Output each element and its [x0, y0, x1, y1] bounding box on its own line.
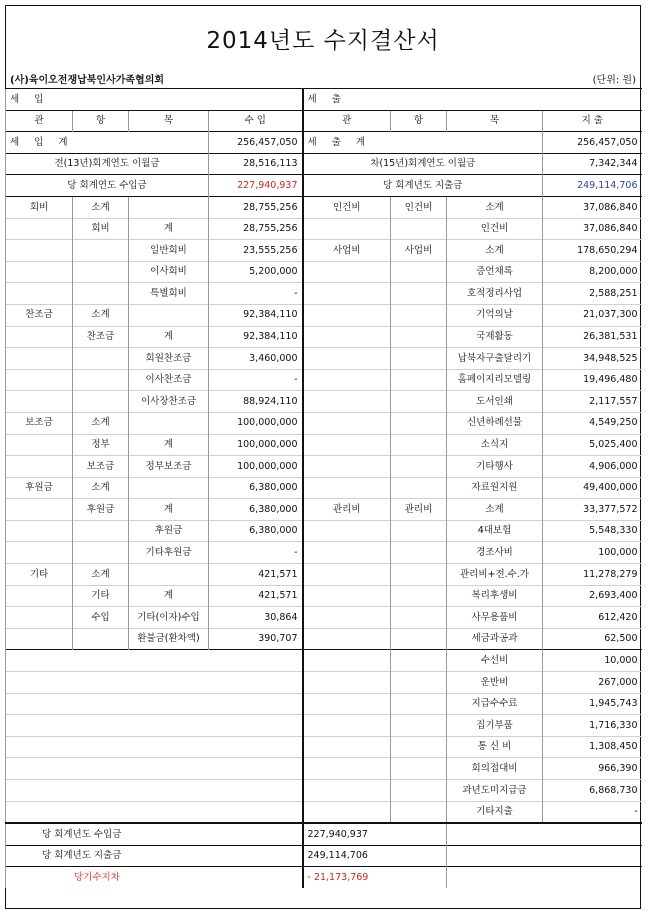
ledger-cell: 227,940,937 — [209, 175, 303, 197]
ledger-cell — [447, 823, 642, 845]
ledger-cell: 회의접대비 — [447, 758, 543, 780]
ledger-cell: 33,377,572 — [543, 499, 642, 521]
ledger-cell — [391, 304, 447, 326]
ledger-cell: 후원금 — [129, 520, 209, 542]
ledger-cell: 8,200,000 — [543, 261, 642, 283]
ledger-cell — [6, 693, 303, 715]
ledger-cell: 178,650,294 — [543, 240, 642, 262]
ledger-row — [6, 456, 642, 478]
ledger-row — [6, 434, 642, 456]
ledger-cell: 전(13년)회계연도 이월금 — [6, 153, 209, 175]
ledger-cell: 3,460,000 — [209, 348, 303, 370]
ledger-cell: 보조금 — [6, 412, 73, 434]
ledger-cell: 당 회계년도 지출금 — [6, 845, 303, 867]
ledger-cell: 관 — [303, 110, 391, 132]
ledger-cell — [303, 715, 391, 737]
ledger-cell: 기타(이자)수입 — [129, 607, 209, 629]
ledger-cell: 후원금 — [6, 477, 73, 499]
ledger-cell: 수선비 — [447, 650, 543, 672]
ledger-cell: 계 — [129, 218, 209, 240]
ledger-cell: 보조금 — [73, 456, 129, 478]
ledger-cell: 21,037,300 — [543, 304, 642, 326]
ledger-cell — [129, 477, 209, 499]
ledger-cell — [391, 218, 447, 240]
ledger-cell: 92,384,110 — [209, 326, 303, 348]
ledger-cell: 세금과공과 — [447, 628, 543, 650]
ledger-cell: 관리비+전.수.가 — [447, 564, 543, 586]
ledger-cell: - — [543, 801, 642, 823]
ledger-cell: 세 입 계 — [6, 132, 209, 154]
ledger-row — [6, 391, 642, 413]
ledger-cell — [391, 607, 447, 629]
ledger-row — [6, 110, 642, 132]
ledger-cell: 납북자구출달리기 — [447, 348, 543, 370]
ledger-cell — [73, 283, 129, 305]
ledger-cell — [6, 369, 73, 391]
ledger-cell: 1,716,330 — [543, 715, 642, 737]
ledger-cell: 421,571 — [209, 585, 303, 607]
ledger-cell: 249,114,706 — [543, 175, 642, 197]
ledger-cell: 28,755,256 — [209, 196, 303, 218]
ledger-cell — [6, 715, 303, 737]
ledger-row — [6, 175, 642, 197]
ledger-cell: 인건비 — [303, 196, 391, 218]
ledger-cell — [303, 801, 391, 823]
ledger-cell: 100,000,000 — [209, 434, 303, 456]
ledger-row — [6, 564, 642, 586]
ledger-cell: 계 — [129, 499, 209, 521]
ledger-cell: 37,086,840 — [543, 218, 642, 240]
ledger-cell — [303, 672, 391, 694]
ledger-cell — [391, 758, 447, 780]
ledger-cell — [6, 780, 303, 802]
ledger-cell — [303, 304, 391, 326]
ledger-cell — [391, 456, 447, 478]
page-title: 2014년도 수지결산서 — [206, 28, 440, 54]
ledger-cell: 소계 — [73, 412, 129, 434]
ledger-cell — [391, 801, 447, 823]
ledger-cell: 5,548,330 — [543, 520, 642, 542]
ledger-cell — [73, 348, 129, 370]
ledger-cell: 과년도미지급금 — [447, 780, 543, 802]
ledger-cell: 세 입 — [6, 89, 303, 111]
ledger-row — [6, 823, 642, 845]
ledger-cell: 당 회계년도 지출금 — [303, 175, 543, 197]
ledger-row — [6, 801, 642, 823]
ledger-cell — [303, 391, 391, 413]
ledger-cell: 계 — [129, 434, 209, 456]
ledger-cell: 사업비 — [391, 240, 447, 262]
ledger-cell: 회비 — [73, 218, 129, 240]
ledger-cell: 5,200,000 — [209, 261, 303, 283]
ledger-cell: 소계 — [73, 304, 129, 326]
ledger-row — [6, 672, 642, 694]
ledger-row — [6, 369, 642, 391]
ledger-cell: 계 — [129, 585, 209, 607]
ledger-cell: - — [209, 369, 303, 391]
ledger-cell: 특별회비 — [129, 283, 209, 305]
ledger-cell — [303, 780, 391, 802]
ledger-cell — [73, 628, 129, 650]
ledger-cell: 증언채록 — [447, 261, 543, 283]
ledger-cell — [391, 736, 447, 758]
ledger-cell: 당 회계년도 수입금 — [6, 823, 303, 845]
ledger-cell — [6, 326, 73, 348]
ledger-cell — [73, 240, 129, 262]
ledger-row — [6, 585, 642, 607]
ledger-cell — [303, 542, 391, 564]
ledger-row — [6, 650, 642, 672]
ledger-cell — [391, 348, 447, 370]
ledger-cell: 이사찬조금 — [129, 369, 209, 391]
ledger-cell: 7,342,344 — [543, 153, 642, 175]
ledger-cell: 267,000 — [543, 672, 642, 694]
ledger-cell — [73, 369, 129, 391]
ledger-cell — [391, 693, 447, 715]
ledger-cell — [129, 304, 209, 326]
ledger-cell: 11,278,279 — [543, 564, 642, 586]
ledger-row — [6, 240, 642, 262]
ledger-row — [6, 153, 642, 175]
ledger-row — [6, 499, 642, 521]
ledger-cell — [303, 693, 391, 715]
ledger-cell — [6, 283, 73, 305]
ledger-cell: 찬조금 — [73, 326, 129, 348]
ledger-cell — [73, 261, 129, 283]
ledger-cell: 88,924,110 — [209, 391, 303, 413]
ledger-cell: 기타후원금 — [129, 542, 209, 564]
ledger-row — [6, 89, 642, 111]
ledger-cell — [303, 261, 391, 283]
ledger-cell — [6, 585, 73, 607]
ledger-cell: 경조사비 — [447, 542, 543, 564]
ledger-cell: 10,000 — [543, 650, 642, 672]
ledger-row — [6, 132, 642, 154]
ledger-cell — [303, 412, 391, 434]
ledger-cell — [391, 412, 447, 434]
ledger-cell — [391, 542, 447, 564]
ledger-cell — [391, 369, 447, 391]
ledger-cell: 지 출 — [543, 110, 642, 132]
ledger-cell: 세 출 계 — [303, 132, 543, 154]
ledger-cell — [303, 520, 391, 542]
ledger-cell: 국제활동 — [447, 326, 543, 348]
ledger-cell: 612,420 — [543, 607, 642, 629]
ledger-cell: 소계 — [73, 477, 129, 499]
ledger-cell: 6,868,730 — [543, 780, 642, 802]
ledger-row — [6, 542, 642, 564]
ledger-cell: 신년하례선물 — [447, 412, 543, 434]
ledger-row — [6, 520, 642, 542]
ledger-row — [6, 758, 642, 780]
ledger-row — [6, 780, 642, 802]
ledger-cell: 관리비 — [391, 499, 447, 521]
ledger-cell — [391, 434, 447, 456]
ledger-cell: 5,025,400 — [543, 434, 642, 456]
ledger-cell: 19,496,480 — [543, 369, 642, 391]
ledger-cell: 항 — [73, 110, 129, 132]
ledger-cell: 2,117,557 — [543, 391, 642, 413]
ledger-cell — [6, 607, 73, 629]
ledger-table — [5, 88, 642, 888]
ledger-row — [6, 845, 642, 867]
ledger-cell: 4,906,000 — [543, 456, 642, 478]
ledger-cell: 사업비 — [303, 240, 391, 262]
ledger-row — [6, 715, 642, 737]
ledger-cell — [6, 628, 73, 650]
ledger-cell — [391, 283, 447, 305]
organization-name: (사)육이오전쟁납북인사가족협의회 — [10, 75, 165, 86]
ledger-cell — [391, 650, 447, 672]
ledger-cell: 계 — [129, 326, 209, 348]
ledger-row — [6, 736, 642, 758]
ledger-row — [6, 867, 642, 888]
ledger-cell: 62,500 — [543, 628, 642, 650]
ledger-cell: 이사회비 — [129, 261, 209, 283]
ledger-row — [6, 283, 642, 305]
ledger-cell — [391, 672, 447, 694]
ledger-cell: 도서인쇄 — [447, 391, 543, 413]
ledger-cell: 100,000,000 — [209, 412, 303, 434]
ledger-cell: 인건비 — [391, 196, 447, 218]
ledger-cell: 목 — [447, 110, 543, 132]
ledger-cell: 소계 — [447, 499, 543, 521]
ledger-row — [6, 196, 642, 218]
ledger-cell — [303, 369, 391, 391]
ledger-cell — [391, 477, 447, 499]
ledger-cell: 49,400,000 — [543, 477, 642, 499]
ledger-row — [6, 348, 642, 370]
ledger-cell: 항 — [391, 110, 447, 132]
ledger-cell: - — [209, 542, 303, 564]
ledger-cell: 34,948,525 — [543, 348, 642, 370]
ledger-cell — [303, 650, 391, 672]
ledger-cell — [6, 499, 73, 521]
ledger-row — [6, 218, 642, 240]
ledger-cell: 6,380,000 — [209, 477, 303, 499]
ledger-row — [6, 326, 642, 348]
ledger-cell — [391, 585, 447, 607]
ledger-cell: 1,945,743 — [543, 693, 642, 715]
ledger-cell — [129, 564, 209, 586]
ledger-cell: 차(15년)회계연도 이월금 — [303, 153, 543, 175]
ledger-cell — [6, 542, 73, 564]
ledger-cell — [303, 607, 391, 629]
ledger-cell: 환불금(환차액) — [129, 628, 209, 650]
ledger-cell: 390,707 — [209, 628, 303, 650]
ledger-cell: 227,940,937 — [303, 823, 447, 845]
ledger-cell: 소계 — [447, 240, 543, 262]
ledger-cell — [6, 391, 73, 413]
ledger-cell: 37,086,840 — [543, 196, 642, 218]
ledger-cell: 966,390 — [543, 758, 642, 780]
ledger-cell: 자료원지원 — [447, 477, 543, 499]
ledger-cell: 256,457,050 — [209, 132, 303, 154]
ledger-cell — [6, 672, 303, 694]
ledger-cell — [391, 391, 447, 413]
ledger-cell: 1,308,450 — [543, 736, 642, 758]
ledger-cell — [6, 801, 303, 823]
ledger-cell: 인건비 — [447, 218, 543, 240]
ledger-cell — [73, 520, 129, 542]
ledger-cell: 정부 — [73, 434, 129, 456]
ledger-cell — [303, 564, 391, 586]
ledger-cell: 관리비 — [303, 499, 391, 521]
ledger-cell — [6, 240, 73, 262]
ledger-cell: 회원찬조금 — [129, 348, 209, 370]
ledger-row — [6, 304, 642, 326]
ledger-cell: 후원금 — [73, 499, 129, 521]
ledger-cell: 이사장찬조금 — [129, 391, 209, 413]
ledger-cell — [391, 715, 447, 737]
ledger-cell — [303, 477, 391, 499]
ledger-cell: 당기수지차 — [6, 867, 303, 888]
ledger-cell — [73, 542, 129, 564]
ledger-cell: 249,114,706 — [303, 845, 447, 867]
ledger-cell: 회비 — [6, 196, 73, 218]
ledger-cell — [447, 845, 642, 867]
ledger-cell — [6, 736, 303, 758]
ledger-cell — [6, 218, 73, 240]
ledger-cell — [129, 196, 209, 218]
ledger-cell: - 21,173,769 — [303, 867, 447, 888]
ledger-row — [6, 412, 642, 434]
ledger-cell — [6, 650, 303, 672]
ledger-cell: 정부보조금 — [129, 456, 209, 478]
ledger-cell: 23,555,256 — [209, 240, 303, 262]
ledger-cell — [303, 736, 391, 758]
ledger-cell — [303, 585, 391, 607]
ledger-row — [6, 261, 642, 283]
ledger-cell: 기타 — [73, 585, 129, 607]
ledger-cell: 찬조금 — [6, 304, 73, 326]
ledger-cell: 92,384,110 — [209, 304, 303, 326]
ledger-cell — [303, 456, 391, 478]
ledger-cell: 기타행사 — [447, 456, 543, 478]
ledger-cell: 2,693,400 — [543, 585, 642, 607]
ledger-cell: 100,000,000 — [209, 456, 303, 478]
ledger-cell: 28,516,113 — [209, 153, 303, 175]
ledger-cell: 소계 — [73, 564, 129, 586]
ledger-cell: 100,000 — [543, 542, 642, 564]
ledger-cell: - — [209, 283, 303, 305]
ledger-cell: 421,571 — [209, 564, 303, 586]
ledger-cell: 사무용품비 — [447, 607, 543, 629]
ledger-cell — [6, 456, 73, 478]
ledger-cell: 30,864 — [209, 607, 303, 629]
ledger-cell: 2,588,251 — [543, 283, 642, 305]
ledger-row — [6, 693, 642, 715]
ledger-cell: 4대보험 — [447, 520, 543, 542]
ledger-cell: 복리후생비 — [447, 585, 543, 607]
ledger-cell: 수입 — [73, 607, 129, 629]
ledger-cell: 수 입 — [209, 110, 303, 132]
ledger-cell — [6, 348, 73, 370]
ledger-cell — [6, 520, 73, 542]
ledger-cell: 26,381,531 — [543, 326, 642, 348]
ledger-cell: 목 — [129, 110, 209, 132]
ledger-cell: 일반회비 — [129, 240, 209, 262]
ledger-cell: 소계 — [73, 196, 129, 218]
ledger-cell: 소식지 — [447, 434, 543, 456]
unit-label: (단위: 원) — [592, 75, 636, 86]
ledger-cell — [303, 218, 391, 240]
ledger-cell: 256,457,050 — [543, 132, 642, 154]
ledger-cell: 관 — [6, 110, 73, 132]
ledger-cell — [303, 434, 391, 456]
ledger-cell — [391, 780, 447, 802]
ledger-cell: 세 출 — [303, 89, 642, 111]
ledger-cell — [303, 326, 391, 348]
ledger-cell — [447, 867, 642, 888]
ledger-cell: 6,380,000 — [209, 520, 303, 542]
ledger-cell — [391, 520, 447, 542]
ledger-cell: 기타 — [6, 564, 73, 586]
ledger-cell — [73, 391, 129, 413]
ledger-cell — [303, 283, 391, 305]
ledger-cell — [6, 261, 73, 283]
ledger-cell: 6,380,000 — [209, 499, 303, 521]
ledger-cell — [6, 758, 303, 780]
ledger-cell: 기억의날 — [447, 304, 543, 326]
ledger-cell: 호적정리사업 — [447, 283, 543, 305]
ledger-cell: 소계 — [447, 196, 543, 218]
ledger-row — [6, 607, 642, 629]
ledger-cell: 홈페이지리모델링 — [447, 369, 543, 391]
ledger-cell: 4,549,250 — [543, 412, 642, 434]
ledger-cell — [6, 434, 73, 456]
ledger-cell: 기타지출 — [447, 801, 543, 823]
ledger-cell: 지급수수료 — [447, 693, 543, 715]
ledger-cell: 28,755,256 — [209, 218, 303, 240]
ledger-cell — [303, 758, 391, 780]
ledger-cell — [303, 628, 391, 650]
ledger-cell: 당 회계연도 수입금 — [6, 175, 209, 197]
ledger-cell — [303, 348, 391, 370]
ledger-row — [6, 477, 642, 499]
ledger-cell: 집기부품 — [447, 715, 543, 737]
ledger-row — [6, 628, 642, 650]
ledger-cell — [391, 564, 447, 586]
ledger-cell: 통 신 비 — [447, 736, 543, 758]
ledger-cell — [391, 628, 447, 650]
ledger-cell: 운반비 — [447, 672, 543, 694]
ledger-cell — [391, 326, 447, 348]
ledger-cell — [129, 412, 209, 434]
ledger-cell — [391, 261, 447, 283]
